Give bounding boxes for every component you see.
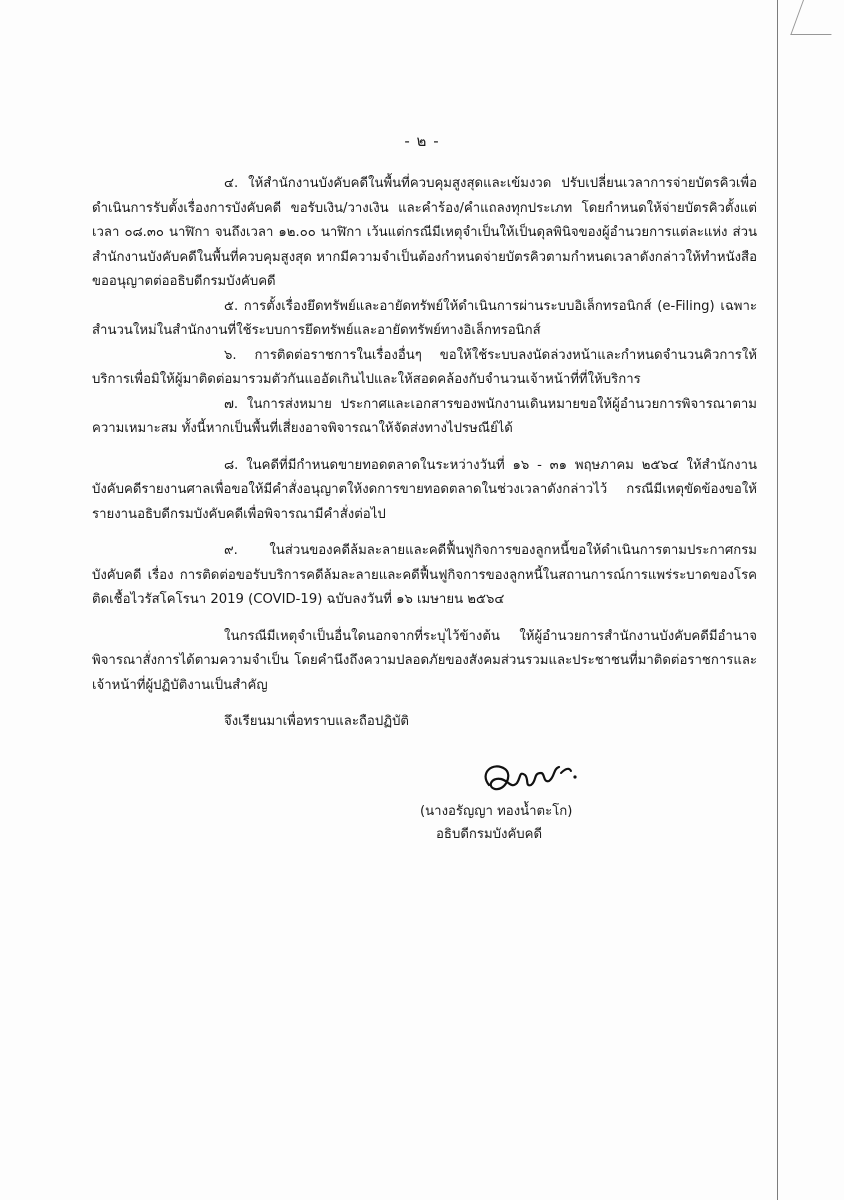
document-body <box>92 172 757 735</box>
paragraph-item-6: ๖. การติดต่อราชการในเรื่องอื่นๆ ขอให้ใช้ระบบลงนัดล่วงหน้าและกำหนดจำนวนคิวการให้บริการเพื่อมิให้ผู้มาติดต่อมารวมตัวกันแออัดเกินไปและให้สอดคล้องกับจำนวนเจ้าหน้าที่ที่ให้บริการ <box>92 347 757 387</box>
paragraph-item-5: ๕. การตั้งเรื่องยึดทรัพย์และอายัดทรัพย์ให้ดำเนินการผ่านระบบอิเล็กทรอนิกส์ (e-Filing) เฉพาะสำนวนใหม่ในสำนักงานที่ใช้ระบบการยึดทรัพย์และอายัดทรัพย์ทางอิเล็กทรอนิกส์ <box>92 298 757 338</box>
signatory-title: อธิบดีกรมบังคับคดี <box>436 827 543 842</box>
page-number: - ๒ - <box>404 132 440 150</box>
paragraph-item-8: ๘. ในคดีที่มีกำหนดขายทอดตลาดในระหว่างวันที่ ๑๖ - ๓๑ พฤษภาคม ๒๕๖๔ ให้สำนักงานบังคับคดีรายงานศาลเพื่อขอให้มีคำสั่งอนุญาตให้งดการขายทอดตลาดในช่วงเวลาดังกล่าวไว้ กรณีมีเหตุขัดข้องขอให้รายงานอธิบดีกรมบังคับคดีเพื่อพิจารณามีคำสั่งต่อไป <box>92 457 757 522</box>
paragraph-item-9: ๙. ในส่วนของคดีล้มละลายและคดีฟื้นฟูกิจการของลูกหนี้ขอให้ดำเนินการตามประกาศกรมบังคับคดี เรื่อง การติดต่อขอรับบริการคดีล้มละลายและคดีฟื้นฟูกิจการของลูกหนี้ในสถานการณ์การแพร่ระบาดของโรคติดเชื้อไวรัสโคโรนา 2019 (COVID-19) ฉบับลงวันที่ ๑๖ เมษายน ๒๕๖๔ <box>92 543 757 607</box>
signatory-name: (นางอรัญญา ทองน้ำตะโก) <box>420 804 573 819</box>
closing-paragraph: ในกรณีมีเหตุจำเป็นอื่นใดนอกจากที่ระบุไว้ข้างต้น ให้ผู้อำนวยการสำนักงานบังคับคดีมีอำนาจพิจารณาสั่งการได้ตามความจำเป็น โดยคำนึงถึงความปลอดภัยของสังคมส่วนรวมและประชาชนที่มาติดต่อราชการและเจ้าหน้าที่ผู้ปฏิบัติงานเป็นสำคัญ <box>92 628 757 693</box>
scan-edge-line <box>777 0 778 1200</box>
scan-corner-mark <box>790 0 844 35</box>
paragraph-item-7: ๗. ในการส่งหมาย ประกาศและเอกสารของพนักงานเดินหมายขอให้ผู้อำนวยการพิจารณาตามความเหมาะสม ทั้งนี้หากเป็นพื้นที่เสี่ยงอาจพิจารณาให้จัดส่งทางไปรษณีย์ได้ <box>92 396 757 436</box>
paragraph-item-4: ๔. ให้สำนักงานบังคับคดีในพื้นที่ควบคุมสูงสุดและเข้มงวด ปรับเปลี่ยนเวลาการจ่ายบัตรคิวเพื่อดำเนินการรับตั้งเรื่องการบังคับคดี ขอรับเงิน/วางเงิน และคำร้อง/คำแถลงทุกประเภท โดยกำหนดให้จ่ายบัตรคิวตั้งแต่เวลา ๐๘.๓๐ นาฬิกา จนถึงเวลา ๑๒.๐๐ นาฬิกา เว้นแต่กรณีมีเหตุจำเป็นให้เป็นดุลพินิจของผู้อำนวยการแต่ละแห่ง ส่วนสำนักงานบังคับคดีในพื้นที่ควบคุมสูงสุด หากมีความจำเป็นต้องกำหนดจ่ายบัตรคิวตามกำหนดเวลาดังกล่าวให้ทำหนังสือขออนุญาตต่ออธิบดีกรมบังคับคดี <box>92 176 757 289</box>
closing-line: จึงเรียนมาเพื่อทราบและถือปฏิบัติ <box>224 714 409 729</box>
